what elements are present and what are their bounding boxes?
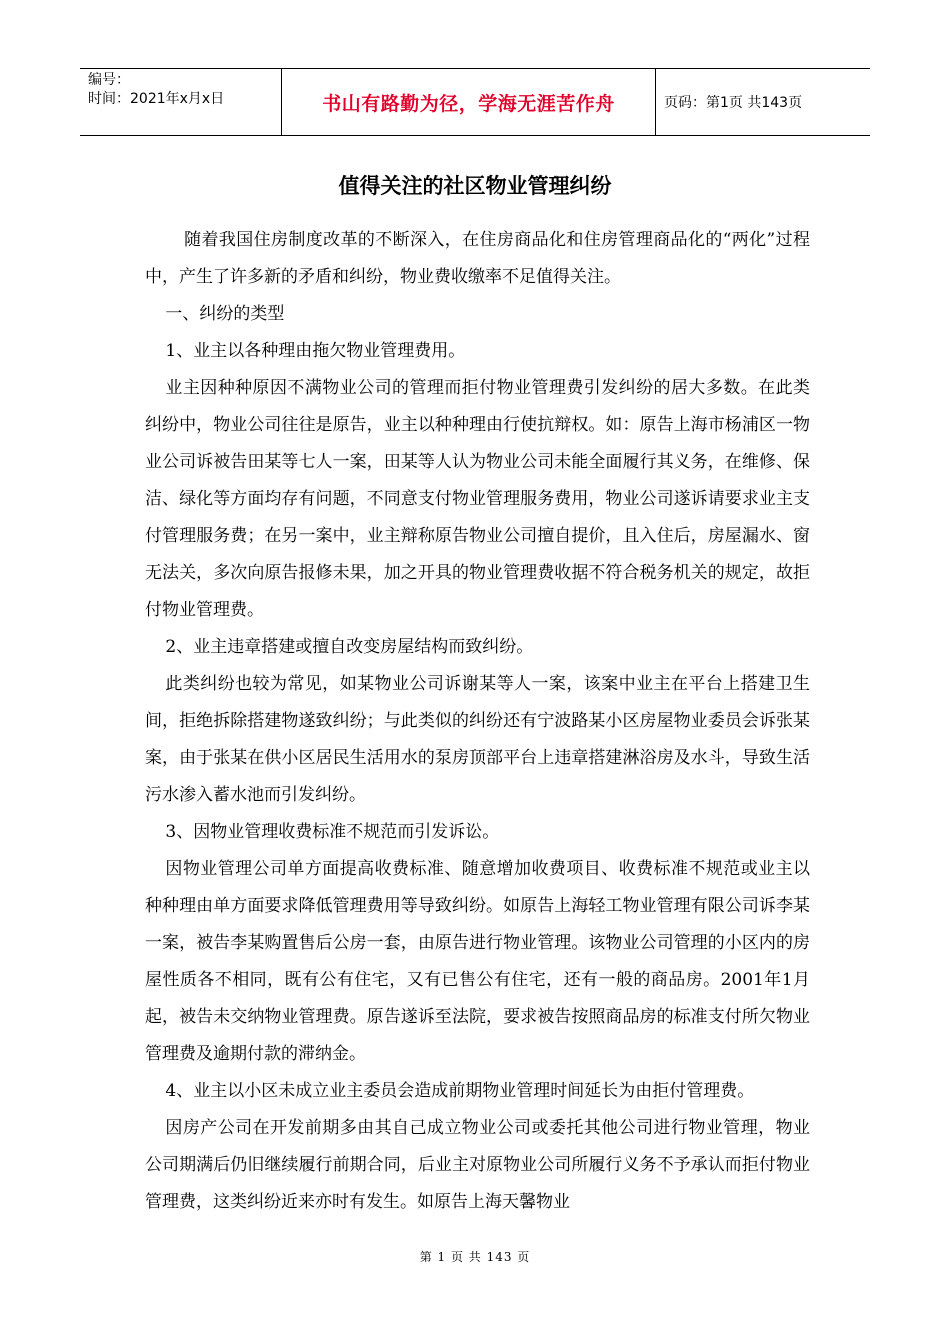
number-label: 编号： [88,72,130,88]
paragraph-2: 此类纠纷也较为常见，如某物业公司诉谢某等人一案，该案中业主在平台上搭建卫生间，拒绝拆除搭建物遂致纠纷；与此类似的纠纷还有宁波路某小区房屋物业委员会诉张某案，由于张某在供小区居民生活用水的泵房顶部平台上违章搭建淋浴房及水斗，导致生活污水渗入蓄水池而引发纠纷。 [145,674,810,805]
section-heading: 一、纠纷的类型 [165,304,285,324]
header-page-label: 页码：第1页 共143页 [664,95,803,111]
subheading-1: 1、业主以各种理由拖欠物业管理费用。 [165,341,466,361]
paragraph-intro: 随着我国住房制度改革的不断深入，在住房商品化和住房管理商品化的“两化”过程中，产生了许多新的矛盾和纠纷，物业费收缴率不足值得关注。 [145,230,810,287]
paragraph-4: 因房产公司在开发前期多由其自己成立物业公司或委托其他公司进行物业管理，物业公司期满后仍旧继续履行前期合同，后业主对原物业公司所履行义务不予承认而拒付物业管理费，这类纠纷近来亦时有发生。如原告上海天馨物业 [145,1118,810,1212]
header-meta [80,69,282,135]
page-footer: 第 1 页 共 143 页 [419,1250,531,1264]
document-header [80,68,870,136]
paragraph-1: 业主因种种原因不满物业公司的管理而拒付物业管理费引发纠纷的居大多数。在此类纠纷中，物业公司往往是原告，业主以种种理由行使抗辩权。如：原告上海市杨浦区一物业公司诉被告田某等七人一案，田某等人认为物业公司未能全面履行其义务，在维修、保洁、绿化等方面均存有问题，不同意支付物业管理服务费用，物业公司遂诉请要求业主支付管理服务费；在另一案中，业主辩称原告物业公司擅自提价，且入住后，房屋漏水、窗无法关，多次向原告报修未果，加之开具的物业管理费收据不符合税务机关的规定，故拒付物业管理费。 [145,378,810,620]
paragraph-3: 因物业管理公司单方面提高收费标准、随意增加收费项目、收费标准不规范或业主以种种理由单方面要求降低管理费用等导致纠纷。如原告上海轻工物业管理有限公司诉李某一案，被告李某购置售后公房一套，由原告进行物业管理。该物业公司管理的小区内的房屋性质各不相同，既有公有住宅，又有已售公有住宅，还有一般的商品房。2001年1月起，被告未交纳物业管理费。原告遂诉至法院，要求被告按照商品房的标准支付所欠物业管理费及逾期付款的滞纳金。 [145,859,810,1064]
document-title: 值得关注的社区物业管理纠纷 [338,174,612,198]
subheading-4: 4、业主以小区未成立业主委员会造成前期物业管理时间延长为由拒付管理费。 [165,1081,755,1101]
subheading-3: 3、因物业管理收费标准不规范而引发诉讼。 [165,822,500,842]
time-label: 时间：2021年x月x日 [88,91,225,107]
document-body [145,222,810,1221]
subheading-2: 2、业主违章搭建或擅自改变房屋结构而致纠纷。 [165,637,534,657]
header-motto: 书山有路勤为径，学海无涯苦作舟 [282,69,656,135]
